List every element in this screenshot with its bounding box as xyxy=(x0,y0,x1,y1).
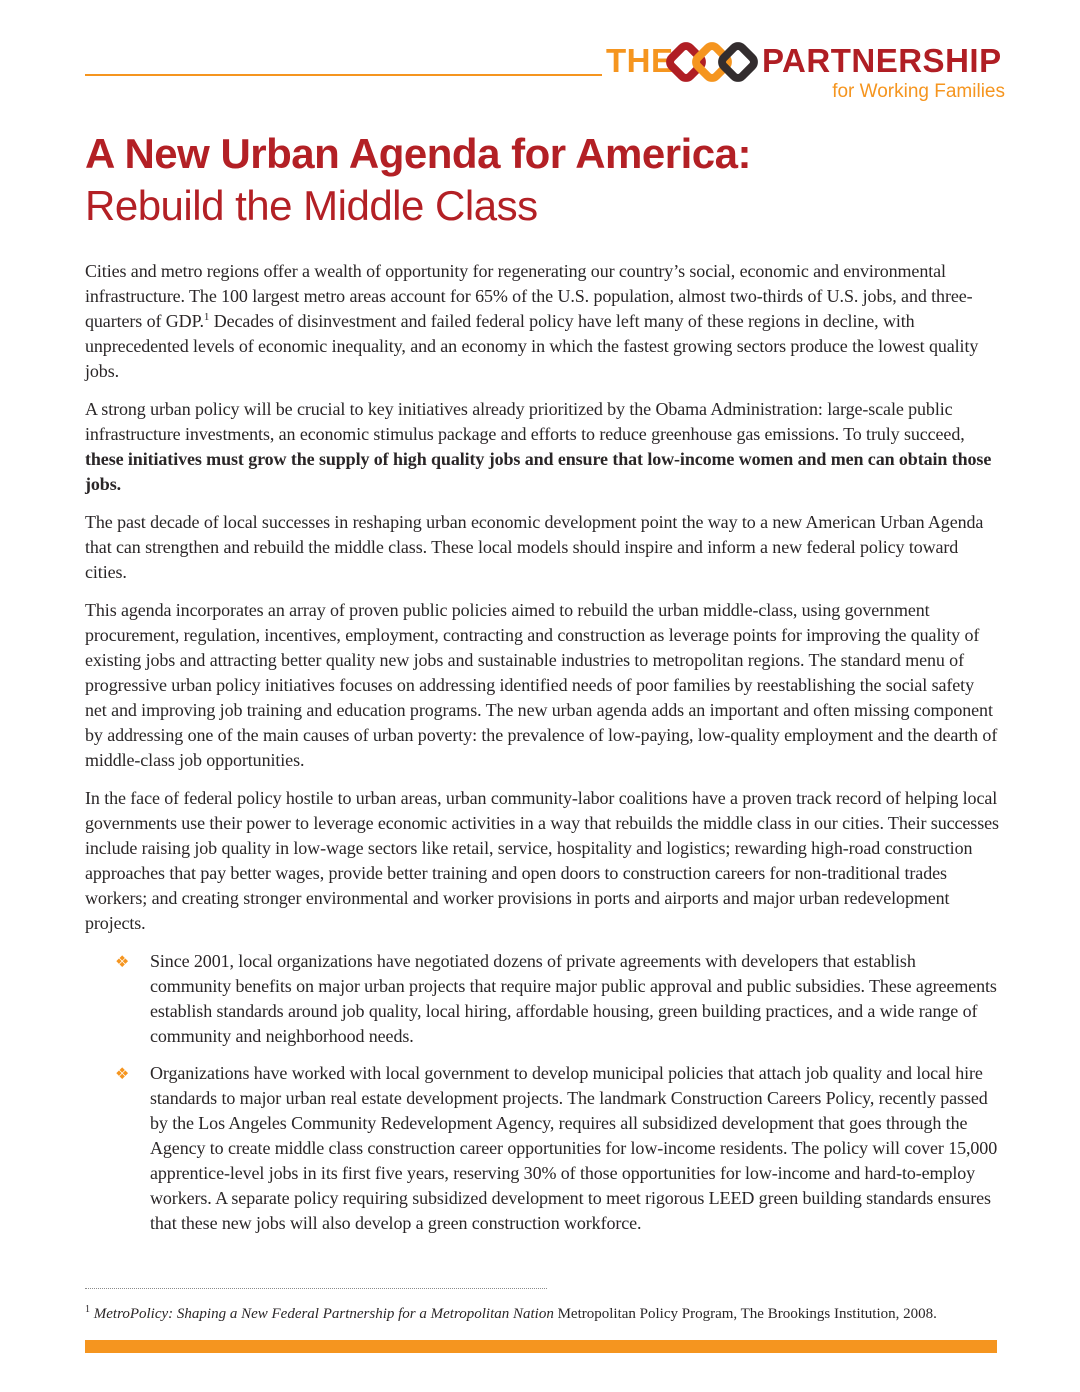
paragraph-1-text: Cities and metro regions offer a wealth of opportunity for regenerating our country’s social, economic and environmental infrastructure. The 100 largest metro areas account for 65% of the U.S. population, almost two-thirds of U.S. jobs, and three-quarters of GDP. xyxy=(85,261,973,331)
footnote-citation-title: MetroPolicy: Shaping a New Federal Partnership for a Metropolitan Nation xyxy=(93,1306,554,1322)
footnote xyxy=(85,1304,1000,1324)
diamond-bullet-icon: ❖ xyxy=(115,952,130,971)
page-title-line2: Rebuild the Middle Class xyxy=(85,182,538,229)
bullet-item-1 xyxy=(85,949,1000,1049)
content-column xyxy=(85,128,1000,1248)
partnership-logo-mark-icon xyxy=(662,37,762,87)
paragraph-2 xyxy=(85,397,1000,497)
paragraph-5: In the face of federal policy hostile to urban areas, urban community-labor coalitions have a proven track record of helping local governments use their power to leverage economic activities in a way that rebuilds the middle class in our cities. Their successes include raising job quality in low-wage sectors like retail, service, hospitality and logistics; rewarding high-road construction approaches that pay better wages, provide better training and open doors to construction careers for non-traditional trades workers; and creating stronger environmental and worker provisions in ports and airports and major urban redevelopment projects. xyxy=(85,788,999,933)
footnote-citation-source: Metropolitan Policy Program, The Brookings Institution, 2008. xyxy=(553,1306,937,1322)
page-title-line1: A New Urban Agenda for America: xyxy=(85,130,751,177)
diamond-bullet-icon: ❖ xyxy=(115,1064,130,1083)
footnote-reference-1: 1 xyxy=(203,311,210,323)
logo-tagline: for Working Families xyxy=(832,81,1005,102)
bullet-item-2 xyxy=(85,1061,1000,1236)
header-rule xyxy=(85,74,602,76)
paragraph-3: The past decade of local successes in reshaping urban economic development point the way to a new American Urban Agenda that can strengthen and rebuild the middle class. These local models should inspire and inform a new federal policy toward cities. xyxy=(85,512,984,582)
footnote-marker: 1 xyxy=(85,1304,90,1315)
paragraph-1-text-continued: Decades of disinvestment and failed federal policy have left many of these regions in decline, with unprecedented levels of economic inequality, and an economy in which the fastest growing sectors produce the lowest quality jobs. xyxy=(85,311,979,381)
bullet-item-1-text: Since 2001, local organizations have negotiated dozens of private agreements with developers that establish community benefits on major urban projects that require major public approval and public subsidies. These agreements establish standards around job quality, local hiring, affordable housing, green building practices, and a wide range of community and neighborhood needs. xyxy=(150,951,997,1046)
paragraph-2-text: A strong urban policy will be crucial to key initiatives already prioritized by the Obama Administration: large-scale public infrastructure investments, an economic stimulus package and efforts to reduce greenhouse gas emissions. To truly succeed, xyxy=(85,399,965,444)
logo-the-text: THE xyxy=(606,42,674,79)
page-title xyxy=(85,128,1000,232)
footnote-divider xyxy=(85,1288,547,1289)
paragraph-1 xyxy=(85,259,1000,384)
paragraph-2-bold-text: these initiatives must grow the supply of high quality jobs and ensure that low-income women and men can obtain those jobs. xyxy=(85,449,992,494)
footer-accent-bar xyxy=(85,1340,997,1353)
bullet-item-2-text: Organizations have worked with local government to develop municipal policies that attach job quality and local hire standards to major urban real estate development projects. The landmark Construction Careers Policy, recently passed by the Los Angeles Community Redevelopment Agency, requires all subsidized development that goes through the Agency to create middle class construction career opportunities for low-income residents. The policy will cover 15,000 apprentice-level jobs in its first five years, reserving 30% of those opportunities for low-income and hard-to-employ workers. A separate policy requiring subsidized development to meet rigorous LEED green building standards ensures that these new jobs will also develop a green construction workforce. xyxy=(150,1063,998,1233)
paragraph-4: This agenda incorporates an array of proven public policies aimed to rebuild the urban middle-class, using government procurement, regulation, incentives, employment, contracting and construction as leverage points for improving the quality of existing jobs and attracting better quality new jobs and sustainable industries to metropolitan regions. The standard menu of progressive urban policy initiatives focuses on addressing identified needs of poor families by reestablishing the social safety net and improving job training and education programs. The new urban agenda adds an important and often missing component by addressing one of the main causes of urban poverty: the prevalence of low-paying, low-quality employment and the dearth of middle-class job opportunities. xyxy=(85,600,998,770)
logo-partnership-text: PARTNERSHIP xyxy=(762,42,1002,79)
body-copy xyxy=(85,259,1000,1236)
